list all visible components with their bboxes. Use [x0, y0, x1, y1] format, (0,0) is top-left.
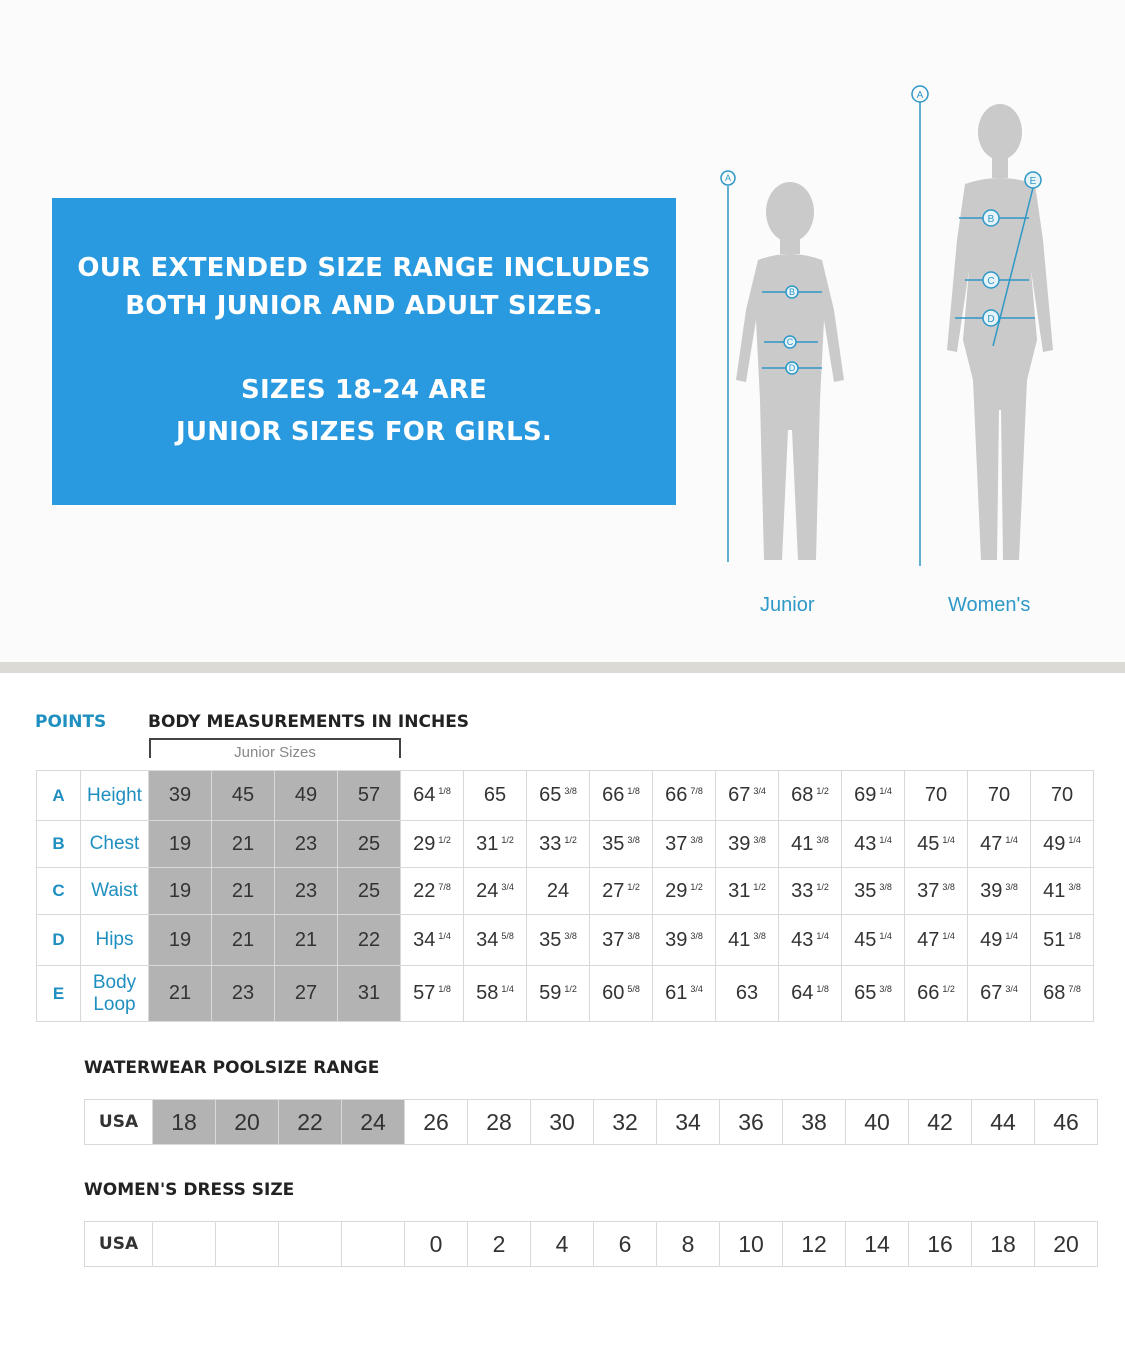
point-name: Waist — [81, 868, 149, 915]
marker-b-junior: B — [788, 287, 796, 297]
measurement-whole: 34 — [476, 928, 499, 951]
measurement-fraction: 1/2 — [816, 881, 829, 892]
measurement-whole: 68 — [791, 784, 814, 806]
measurement-cell — [401, 966, 464, 1022]
measurement-fraction: 1/2 — [564, 834, 577, 845]
measurement-whole: 57 — [413, 982, 436, 1004]
measurement-fraction: 1/8 — [438, 984, 451, 994]
measurement-fraction: 1/4 — [438, 930, 451, 941]
measurement-whole: 67 — [980, 982, 1003, 1004]
measurement-cell — [905, 868, 968, 915]
country-label: USA — [85, 1222, 153, 1267]
measurement-fraction: 3/8 — [1005, 881, 1018, 892]
point-name: Chest — [81, 821, 149, 868]
measurement-cell — [527, 868, 590, 915]
measurement-cell — [842, 915, 905, 966]
measurement-cell — [842, 771, 905, 821]
measurement-fraction: 1/4 — [879, 930, 892, 941]
measurement-fraction: 1/4 — [1005, 834, 1018, 845]
measurement-fraction: 3/8 — [753, 834, 766, 845]
measurement-cell — [590, 771, 653, 821]
size-cell — [153, 1222, 216, 1267]
measurement-cell — [779, 915, 842, 966]
measurement-whole: 41 — [1043, 879, 1066, 902]
measurement-cell — [527, 821, 590, 868]
measurement-cell — [716, 966, 779, 1022]
point-letter: D — [37, 915, 81, 966]
measurement-whole: 19 — [168, 832, 192, 855]
measurement-whole: 41 — [728, 928, 751, 951]
size-cell: 28 — [468, 1100, 531, 1145]
size-cell: 42 — [909, 1100, 972, 1145]
measurement-cell — [590, 915, 653, 966]
junior-sizes-label: Junior Sizes — [234, 744, 316, 761]
banner-line-4: JUNIOR SIZES FOR GIRLS. — [176, 417, 552, 447]
measurement-whole: 22 — [413, 879, 436, 902]
size-cell: 4 — [531, 1222, 594, 1267]
measurement-whole: 47 — [917, 928, 940, 951]
measurement-whole: 68 — [1043, 982, 1066, 1004]
measurement-whole: 47 — [980, 832, 1003, 855]
banner-line-1: OUR EXTENDED SIZE RANGE INCLUDES — [77, 253, 651, 283]
size-cell: 30 — [531, 1100, 594, 1145]
size-cell: 40 — [846, 1100, 909, 1145]
measurement-cell — [716, 915, 779, 966]
marker-c-junior: C — [786, 337, 794, 347]
measurement-whole: 69 — [854, 784, 877, 806]
measurement-whole: 37 — [665, 832, 688, 855]
measurement-whole: 35 — [602, 832, 625, 855]
measurement-cell — [338, 966, 401, 1022]
measurement-cell — [653, 868, 716, 915]
measurement-fraction: 3/8 — [753, 930, 766, 941]
measurement-whole: 41 — [791, 832, 814, 855]
measurement-whole: 39 — [728, 832, 751, 855]
point-letter: B — [37, 821, 81, 868]
size-cell: 44 — [972, 1100, 1035, 1145]
size-cell: 34 — [657, 1100, 720, 1145]
junior-sizes-bracket — [149, 738, 401, 761]
measurement-whole: 21 — [231, 879, 255, 902]
measurement-cell — [1031, 915, 1094, 966]
womens-label: Women's — [948, 594, 1031, 616]
measurement-row — [37, 771, 1094, 821]
measurement-whole: 19 — [168, 879, 192, 902]
measurement-cell — [590, 821, 653, 868]
measurement-whole: 27 — [602, 879, 625, 902]
measurement-cell — [149, 771, 212, 821]
point-name — [81, 966, 149, 1022]
measurement-cell — [527, 966, 590, 1022]
measurement-cell — [149, 868, 212, 915]
measurement-whole: 67 — [728, 784, 751, 806]
junior-height-line — [721, 171, 735, 562]
measurement-cell — [1031, 771, 1094, 821]
measurement-cell — [716, 868, 779, 915]
measurement-whole: 45 — [854, 928, 877, 951]
measurement-cell — [653, 821, 716, 868]
measurement-whole: 29 — [665, 879, 688, 902]
measurement-whole: 66 — [665, 784, 688, 806]
size-cell — [279, 1222, 342, 1267]
measurement-cell — [338, 868, 401, 915]
size-cell: 14 — [846, 1222, 909, 1267]
measurement-fraction: 1/4 — [1005, 930, 1018, 941]
measurement-fraction: 5/8 — [501, 930, 514, 941]
measurement-whole: 31 — [476, 832, 499, 855]
measurement-fraction: 3/8 — [564, 930, 577, 941]
measurement-row — [37, 868, 1094, 915]
measurement-cell — [590, 868, 653, 915]
measurement-cell — [149, 915, 212, 966]
measurement-cell — [905, 771, 968, 821]
measurement-whole: 29 — [413, 832, 436, 855]
measurement-fraction: 3/8 — [879, 984, 892, 994]
size-cell: 18 — [153, 1100, 216, 1145]
measurement-cell — [149, 966, 212, 1022]
measurement-whole: 64 — [413, 784, 436, 806]
measurement-row — [37, 821, 1094, 868]
size-cell: 6 — [594, 1222, 657, 1267]
measurement-cell — [779, 771, 842, 821]
measurement-cell — [401, 868, 464, 915]
measurement-whole: 49 — [294, 784, 318, 806]
measurement-fraction: 1/4 — [942, 930, 955, 941]
measurement-whole: 65 — [483, 784, 507, 806]
measurement-fraction: 3/8 — [816, 834, 829, 845]
marker-d-womens: D — [987, 314, 995, 325]
measurement-fraction: 7/8 — [690, 786, 703, 796]
banner-line-3: SIZES 18-24 ARE — [241, 375, 487, 405]
dress-heading: WOMEN'S DRESS SIZE — [84, 1180, 295, 1200]
measurement-whole: 25 — [357, 879, 381, 902]
measurement-whole: 70 — [1050, 784, 1074, 806]
measurement-cell — [779, 966, 842, 1022]
measurement-whole: 51 — [1043, 928, 1066, 951]
measurement-whole: 49 — [1043, 832, 1066, 855]
measurement-fraction: 1/8 — [1068, 930, 1081, 941]
measurement-whole: 45 — [231, 784, 255, 806]
measurement-whole: 21 — [231, 928, 255, 951]
size-cell: 18 — [972, 1222, 1035, 1267]
measurement-fraction: 7/8 — [438, 881, 451, 892]
measurement-fraction: 5/8 — [627, 984, 640, 994]
measurement-fraction: 3/8 — [627, 930, 640, 941]
measurement-cell — [779, 821, 842, 868]
marker-a-junior: A — [724, 173, 732, 183]
measurement-fraction: 7/8 — [1068, 984, 1081, 994]
size-cell: 2 — [468, 1222, 531, 1267]
measurement-cell — [212, 966, 275, 1022]
measurement-fraction: 1/2 — [564, 984, 577, 994]
measurement-whole: 49 — [980, 928, 1003, 951]
measurement-fraction: 1/4 — [816, 930, 829, 941]
measurement-fraction: 1/2 — [627, 881, 640, 892]
measurement-cell — [1031, 821, 1094, 868]
measurement-fraction: 1/4 — [942, 834, 955, 845]
measurement-cell — [842, 821, 905, 868]
measurement-whole: 43 — [791, 928, 814, 951]
point-name: Height — [81, 771, 149, 821]
measurement-whole: 35 — [539, 928, 562, 951]
measurements-heading: BODY MEASUREMENTS IN INCHES — [148, 712, 470, 732]
measurement-cell — [464, 868, 527, 915]
measurement-whole: 33 — [791, 879, 814, 902]
poolsize-heading: WATERWEAR POOLSIZE RANGE — [84, 1058, 380, 1078]
measurement-fraction: 1/2 — [501, 834, 514, 845]
measurement-cell — [1031, 868, 1094, 915]
measurement-cell — [716, 771, 779, 821]
measurement-fraction: 3/8 — [1068, 881, 1081, 892]
measurement-cell — [275, 821, 338, 868]
measurement-cell — [842, 966, 905, 1022]
measurement-whole: 21 — [294, 928, 318, 951]
size-cell — [216, 1222, 279, 1267]
measurement-cell — [275, 915, 338, 966]
size-cell: 32 — [594, 1100, 657, 1145]
measurement-row — [37, 915, 1094, 966]
measurement-whole: 39 — [168, 784, 192, 806]
points-heading: POINTS — [35, 712, 107, 732]
measurement-whole: 31 — [728, 879, 751, 902]
point-letter: A — [37, 771, 81, 821]
measurement-cell — [1031, 966, 1094, 1022]
measurement-whole: 39 — [980, 879, 1003, 902]
marker-c-womens: C — [987, 276, 995, 287]
measurement-whole: 21 — [231, 832, 255, 855]
measurement-fraction: 3/8 — [690, 930, 703, 941]
point-letter: C — [37, 868, 81, 915]
size-cell: 38 — [783, 1100, 846, 1145]
measurement-cell — [527, 915, 590, 966]
dress-size-row — [85, 1222, 1098, 1267]
measurement-cell — [338, 821, 401, 868]
size-cell: 12 — [783, 1222, 846, 1267]
measurement-cell — [275, 771, 338, 821]
measurement-whole: 64 — [791, 982, 814, 1004]
measurement-whole: 70 — [987, 784, 1011, 806]
measurement-cell — [464, 915, 527, 966]
size-cell: 22 — [279, 1100, 342, 1145]
measurement-whole: 70 — [924, 784, 948, 806]
measurement-whole: 60 — [602, 982, 625, 1004]
measurement-cell — [905, 821, 968, 868]
measurement-cell — [275, 966, 338, 1022]
section-divider — [0, 662, 1125, 673]
point-name-line: Body — [92, 971, 137, 993]
measurement-cell — [653, 771, 716, 821]
measurement-fraction: 3/4 — [753, 786, 766, 796]
measurement-whole: 63 — [735, 982, 759, 1004]
measurement-fraction: 3/8 — [564, 786, 577, 796]
point-name-line: Loop — [93, 993, 136, 1015]
measurement-fraction: 1/8 — [438, 786, 451, 796]
measurement-cell — [842, 868, 905, 915]
measurement-cell — [338, 915, 401, 966]
measurement-whole: 31 — [357, 982, 381, 1004]
measurement-whole: 61 — [665, 982, 688, 1004]
measurement-fraction: 1/2 — [690, 881, 703, 892]
poolsize-row — [85, 1100, 1098, 1145]
size-cell: 36 — [720, 1100, 783, 1145]
size-cell: 20 — [216, 1100, 279, 1145]
size-cell: 16 — [909, 1222, 972, 1267]
measurement-fraction: 3/8 — [690, 834, 703, 845]
measurement-fraction: 3/4 — [690, 984, 703, 994]
measurement-fraction: 1/4 — [501, 984, 514, 994]
measurement-fraction: 1/2 — [816, 786, 829, 796]
marker-d-junior: D — [788, 363, 796, 373]
marker-b-womens: B — [987, 214, 995, 225]
womens-height-line — [912, 86, 928, 566]
marker-a-womens: A — [916, 90, 924, 101]
measurement-cell — [590, 966, 653, 1022]
measurement-whole: 45 — [917, 832, 940, 855]
measurement-cell — [527, 771, 590, 821]
measurement-cell — [212, 868, 275, 915]
measurement-cell — [212, 821, 275, 868]
size-cell: 8 — [657, 1222, 720, 1267]
measurement-fraction: 3/8 — [942, 881, 955, 892]
size-cell: 10 — [720, 1222, 783, 1267]
dress-size-table — [84, 1221, 1098, 1267]
measurement-fraction: 3/8 — [627, 834, 640, 845]
measurement-whole: 24 — [546, 879, 570, 902]
measurement-whole: 23 — [231, 982, 255, 1004]
measurement-whole: 23 — [294, 832, 318, 855]
measurement-cell — [464, 966, 527, 1022]
measurement-whole: 43 — [854, 832, 877, 855]
measurement-whole: 27 — [294, 982, 318, 1004]
measurement-cell — [968, 966, 1031, 1022]
size-cell: 20 — [1035, 1222, 1098, 1267]
size-cell — [342, 1222, 405, 1267]
size-cell: 46 — [1035, 1100, 1098, 1145]
measurement-cell — [968, 915, 1031, 966]
junior-label: Junior — [760, 594, 815, 616]
measurement-whole: 66 — [602, 784, 625, 806]
measurement-cell — [149, 821, 212, 868]
measurement-whole: 21 — [168, 982, 192, 1004]
measurement-fraction: 1/2 — [753, 881, 766, 892]
measurement-cell — [338, 771, 401, 821]
measurement-cell — [212, 771, 275, 821]
point-letter: E — [37, 966, 81, 1022]
womens-figure — [895, 80, 1075, 580]
measurement-whole: 35 — [854, 879, 877, 902]
measurement-fraction: 3/4 — [501, 881, 514, 892]
measurement-whole: 37 — [602, 928, 625, 951]
measurement-cell — [401, 821, 464, 868]
measurement-fraction: 1/2 — [942, 984, 955, 994]
measurement-whole: 39 — [665, 928, 688, 951]
measurement-cell — [968, 821, 1031, 868]
measurement-cell — [905, 915, 968, 966]
measurement-cell — [464, 771, 527, 821]
marker-e-womens: E — [1029, 176, 1037, 187]
measurement-whole: 19 — [168, 928, 192, 951]
measurement-cell — [275, 868, 338, 915]
banner-line-2: BOTH JUNIOR AND ADULT SIZES. — [125, 291, 603, 321]
measurement-whole: 65 — [854, 982, 877, 1004]
info-banner — [52, 198, 676, 505]
body-measurements-table — [36, 770, 1094, 1022]
measurement-cell — [905, 966, 968, 1022]
measurement-fraction: 1/4 — [1068, 834, 1081, 845]
measurement-whole: 57 — [357, 784, 381, 806]
measurement-whole: 25 — [357, 832, 381, 855]
size-cell: 24 — [342, 1100, 405, 1145]
size-cell: 0 — [405, 1222, 468, 1267]
measurement-whole: 37 — [917, 879, 940, 902]
measurement-whole: 59 — [539, 982, 562, 1004]
country-label: USA — [85, 1100, 153, 1145]
measurement-whole: 58 — [476, 982, 499, 1004]
measurement-cell — [464, 821, 527, 868]
size-cell: 26 — [405, 1100, 468, 1145]
poolsize-table — [84, 1099, 1098, 1145]
junior-figure — [700, 160, 870, 580]
measurement-cell — [653, 966, 716, 1022]
measurement-whole: 22 — [357, 928, 381, 951]
measurement-cell — [212, 915, 275, 966]
measurement-fraction: 1/4 — [879, 834, 892, 845]
measurement-cell — [968, 771, 1031, 821]
measurement-fraction: 1/2 — [438, 834, 451, 845]
measurement-cell — [968, 868, 1031, 915]
measurement-cell — [401, 771, 464, 821]
measurement-cell — [779, 868, 842, 915]
measurement-fraction: 1/8 — [816, 984, 829, 994]
measurement-whole: 34 — [413, 928, 436, 951]
point-name: Hips — [81, 915, 149, 966]
measurement-whole: 65 — [539, 784, 562, 806]
measurement-whole: 24 — [476, 879, 499, 902]
measurement-cell — [401, 915, 464, 966]
measurement-whole: 23 — [294, 879, 318, 902]
measurement-cell — [653, 915, 716, 966]
measurement-fraction: 1/8 — [627, 786, 640, 796]
measurement-fraction: 3/4 — [1005, 984, 1018, 994]
measurement-cell — [716, 821, 779, 868]
measurement-whole: 33 — [539, 832, 562, 855]
measurement-whole: 66 — [917, 982, 940, 1004]
measurement-row — [37, 966, 1094, 1022]
measurement-fraction: 3/8 — [879, 881, 892, 892]
measurement-fraction: 1/4 — [879, 786, 892, 796]
